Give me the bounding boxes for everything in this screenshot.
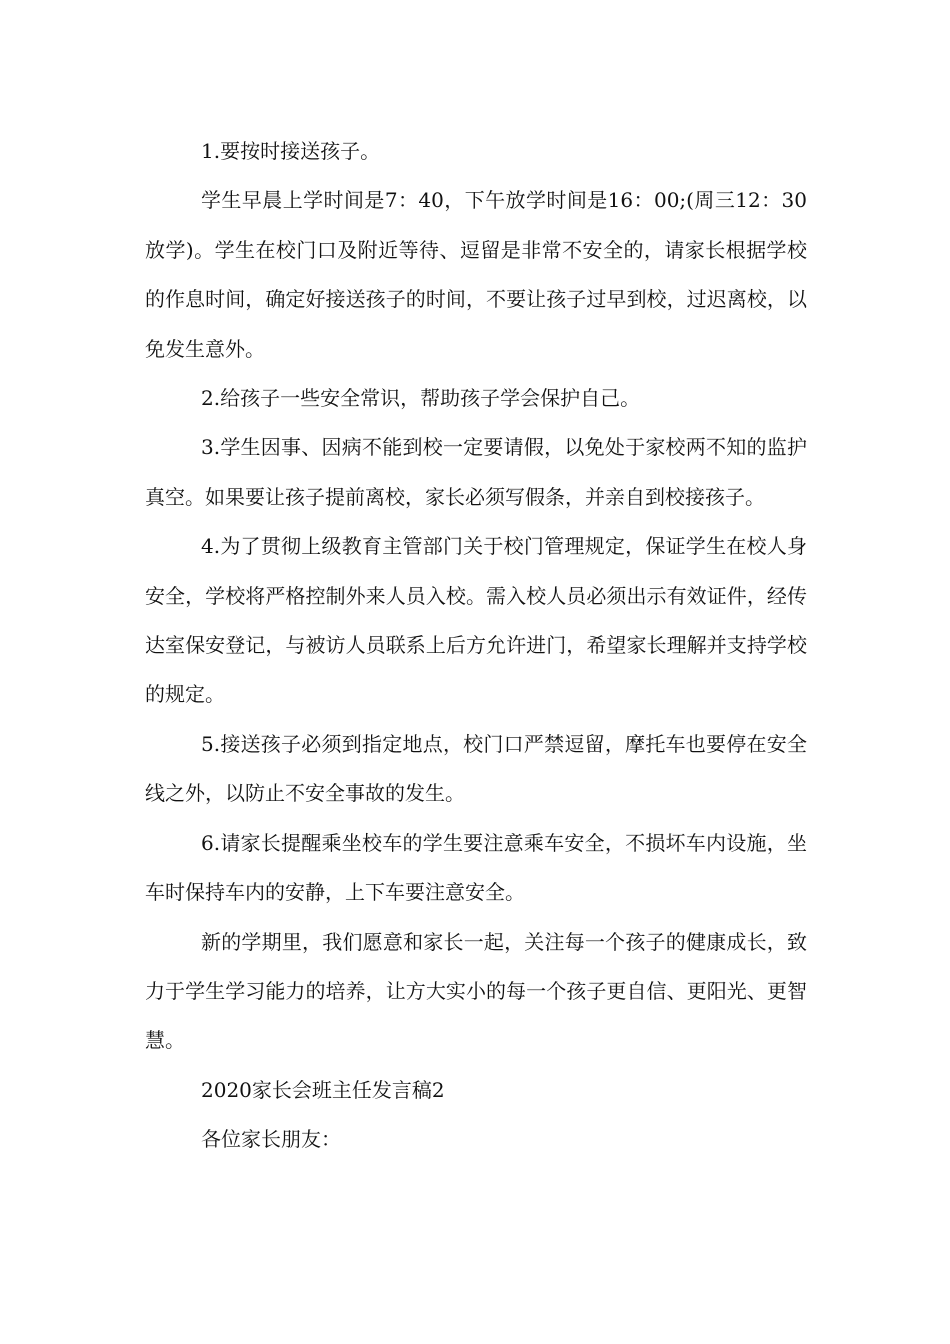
paragraph-item-4: 4.为了贯彻上级教育主管部门关于校门管理规定，保证学生在校人身安全，学校将严格控制外来人员入校。需入校人员必须出示有效证件，经传达室保安登记，与被访人员联系上后方允许进门，希望家长理解并支持学校的规定。: [145, 534, 807, 707]
paragraph-item-5: 5.接送孩子必须到指定地点，校门口严禁逗留，摩托车也要停在安全线之外，以防止不安全事故的发生。: [145, 731, 807, 806]
section-heading: 2020家长会班主任发言稿2: [201, 1077, 445, 1102]
paragraph-item-6: 6.请家长提醒乘坐校车的学生要注意乘车安全，不损坏车内设施，坐车时保持车内的安静，上下车要注意安全。: [145, 830, 807, 905]
salutation: 各位家长朋友：: [201, 1127, 341, 1152]
paragraph-item-3: 3.学生因事、因病不能到校一定要请假，以免处于家校两不知的监护真空。如果要让孩子提前离校，家长必须写假条，并亲自到校接孩子。: [145, 435, 807, 509]
paragraph-item-1: 1.要按时接送孩子。: [201, 139, 381, 163]
document-body: [145, 127, 807, 1165]
paragraph-item-2: 2.给孩子一些安全常识，帮助孩子学会保护自己。: [201, 386, 641, 411]
paragraph-closing: 新的学期里，我们愿意和家长一起，关注每一个孩子的健康成长，致力于学生学习能力的培养，让方大实小的每一个孩子更自信、更阳光、更智慧。: [145, 929, 807, 1053]
paragraph-pickup-times: 学生早晨上学时间是7：40，下午放学时间是16：00;(周三12：30放学)。学生在校门口及附近等待、逗留是非常不安全的，请家长根据学校的作息时间，确定好接送孩子的时间，不要让孩子过早到校，过迟离校，以免发生意外。: [145, 188, 807, 361]
